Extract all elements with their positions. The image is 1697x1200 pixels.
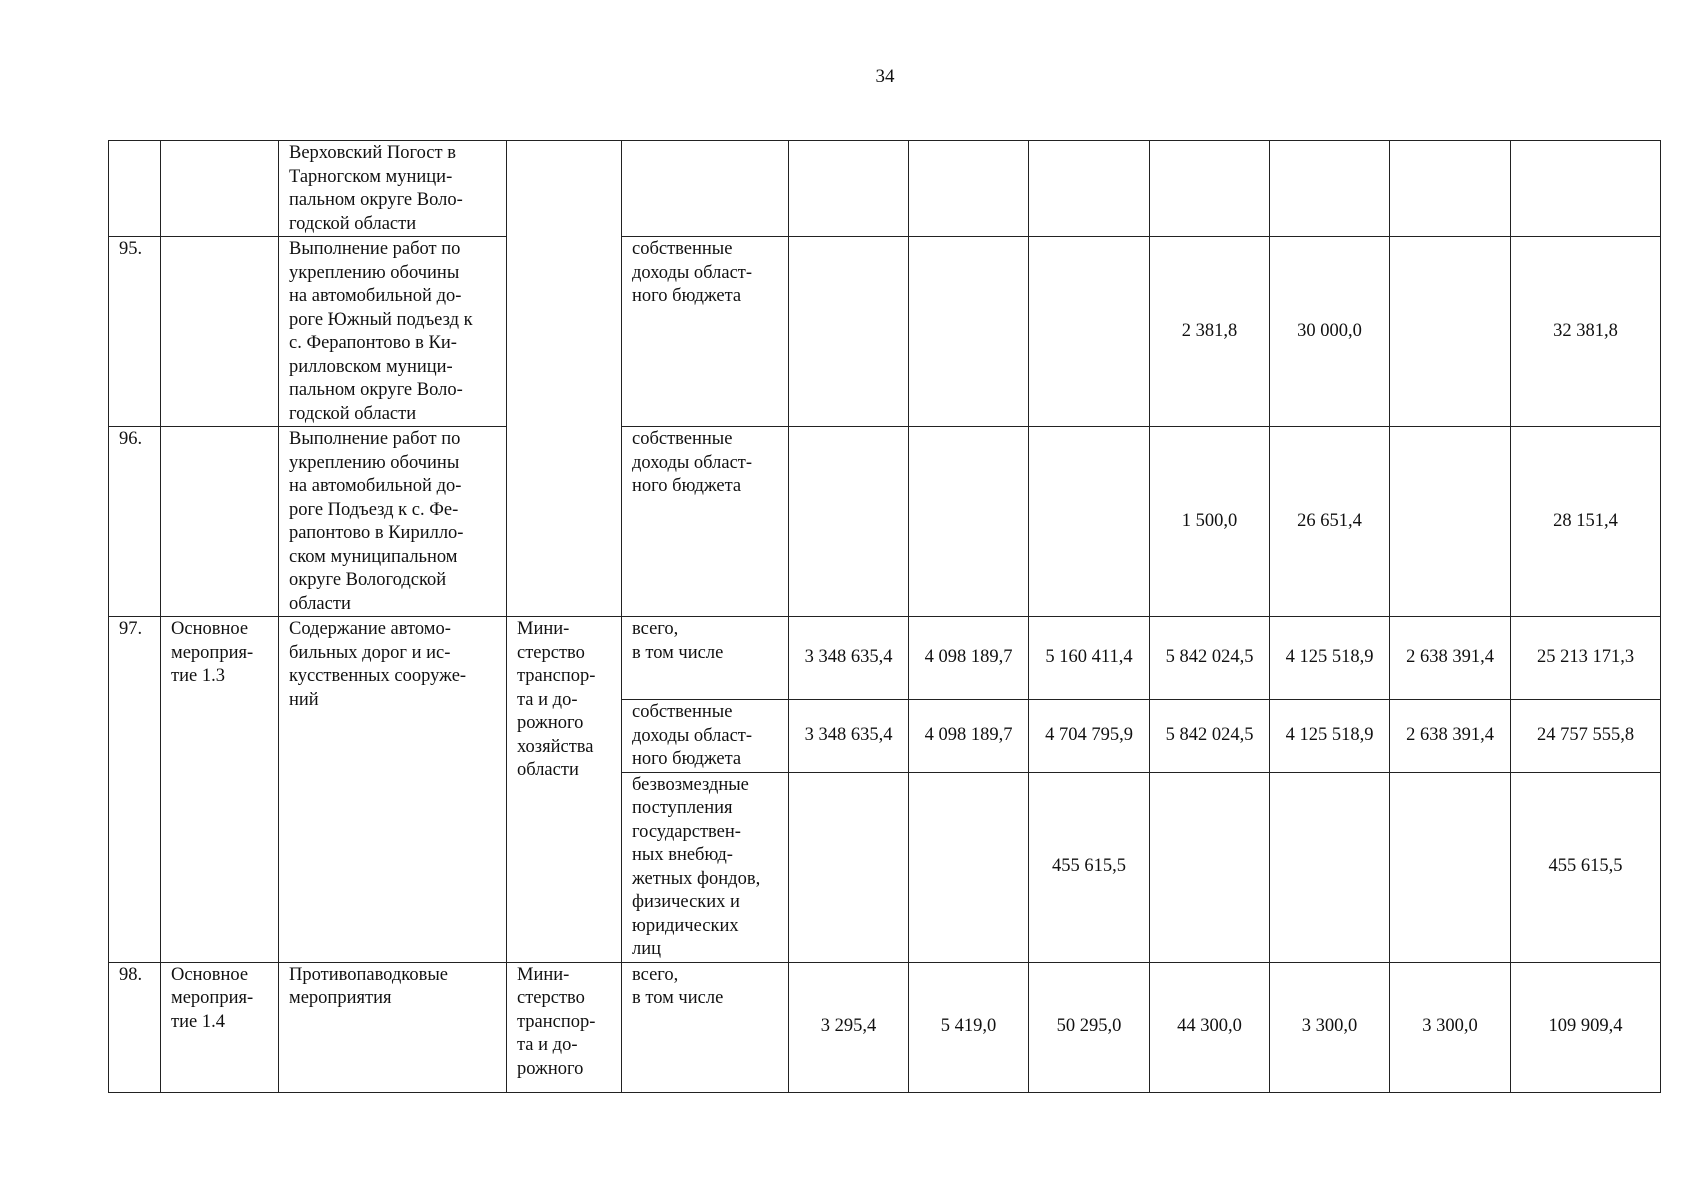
value-cell (1511, 141, 1661, 237)
value-cell: 44 300,0 (1150, 962, 1270, 1092)
source-cell: безвозмездные поступления государствен- ных внебюд- жетных фондов, физических и юридических лиц (622, 772, 789, 962)
value-cell (1270, 772, 1390, 962)
page-number: 34 (875, 66, 895, 87)
value-cell: 5 419,0 (909, 962, 1029, 1092)
value-cell: 50 295,0 (1029, 962, 1150, 1092)
activity-cell (161, 427, 279, 617)
source-cell: собственные доходы област- ного бюджета (622, 700, 789, 773)
value-cell: 24 757 555,8 (1511, 700, 1661, 773)
value-cell: 5 160 411,4 (1029, 617, 1150, 700)
value-cell: 3 300,0 (1270, 962, 1390, 1092)
value-cell: 4 704 795,9 (1029, 700, 1150, 773)
value-cell: 30 000,0 (1270, 237, 1390, 427)
row-number: 96. (109, 427, 161, 617)
value-cell: 32 381,8 (1511, 237, 1661, 427)
value-cell: 2 638 391,4 (1390, 617, 1511, 700)
table-row (109, 141, 1661, 237)
activity-cell (161, 141, 279, 237)
value-cell: 25 213 171,3 (1511, 617, 1661, 700)
value-cell (1150, 772, 1270, 962)
value-cell (909, 772, 1029, 962)
value-cell (1390, 427, 1511, 617)
value-cell: 2 638 391,4 (1390, 700, 1511, 773)
value-cell: 109 909,4 (1511, 962, 1661, 1092)
source-cell: собственные доходы област- ного бюджета (622, 237, 789, 427)
value-cell (1390, 237, 1511, 427)
value-cell: 455 615,5 (1511, 772, 1661, 962)
value-cell: 26 651,4 (1270, 427, 1390, 617)
value-cell: 4 098 189,7 (909, 700, 1029, 773)
value-cell: 1 500,0 (1150, 427, 1270, 617)
table-row (109, 237, 1661, 427)
value-cell (789, 772, 909, 962)
value-cell (789, 141, 909, 237)
value-cell (789, 237, 909, 427)
name-cell: Противопаводковые мероприятия (279, 962, 507, 1092)
responsible-cell: Мини- стерство транспор- та и до- рожного хозяйства области (507, 617, 622, 963)
row-number (109, 141, 161, 237)
row-number: 95. (109, 237, 161, 427)
row-number: 98. (109, 962, 161, 1092)
table-row (109, 962, 1661, 1092)
name-cell: Верховский Погост в Тарногском муници- пальном округе Воло- годской области (279, 141, 507, 237)
value-cell (1029, 427, 1150, 617)
budget-table (108, 140, 1661, 1093)
value-cell (1390, 141, 1511, 237)
activity-cell (161, 237, 279, 427)
name-cell: Выполнение работ по укреплению обочины на автомобильной до- роге Подъезд к с. Фе- рапонтово в Кирилло- ском муниципальном округе Вологодской области (279, 427, 507, 617)
source-cell: собственные доходы област- ного бюджета (622, 427, 789, 617)
value-cell: 5 842 024,5 (1150, 700, 1270, 773)
value-cell: 5 842 024,5 (1150, 617, 1270, 700)
source-cell: всего, в том числе (622, 962, 789, 1092)
value-cell (1029, 141, 1150, 237)
value-cell (1029, 237, 1150, 427)
value-cell: 455 615,5 (1029, 772, 1150, 962)
responsible-cell (507, 141, 622, 617)
activity-cell: Основное мероприя- тие 1.4 (161, 962, 279, 1092)
row-number: 97. (109, 617, 161, 963)
name-cell: Выполнение работ по укреплению обочины на автомобильной до- роге Южный подъезд к с. Ферапонтово в Ки- рилловском муници- пальном округе Воло- годской области (279, 237, 507, 427)
value-cell (1270, 141, 1390, 237)
activity-cell: Основное мероприя- тие 1.3 (161, 617, 279, 963)
value-cell: 3 348 635,4 (789, 700, 909, 773)
value-cell: 4 125 518,9 (1270, 617, 1390, 700)
table-row (109, 617, 1661, 700)
value-cell: 3 348 635,4 (789, 617, 909, 700)
source-cell (622, 141, 789, 237)
value-cell: 28 151,4 (1511, 427, 1661, 617)
value-cell: 3 300,0 (1390, 962, 1511, 1092)
value-cell: 4 098 189,7 (909, 617, 1029, 700)
responsible-cell: Мини- стерство транспор- та и до- рожного (507, 962, 622, 1092)
name-cell: Содержание автомо- бильных дорог и ис- кусственных сооруже- ний (279, 617, 507, 963)
value-cell (909, 427, 1029, 617)
value-cell (909, 237, 1029, 427)
source-cell: всего, в том числе (622, 617, 789, 700)
value-cell: 3 295,4 (789, 962, 909, 1092)
value-cell: 2 381,8 (1150, 237, 1270, 427)
value-cell (1150, 141, 1270, 237)
value-cell: 4 125 518,9 (1270, 700, 1390, 773)
value-cell (909, 141, 1029, 237)
value-cell (789, 427, 909, 617)
value-cell (1390, 772, 1511, 962)
table-row (109, 427, 1661, 617)
